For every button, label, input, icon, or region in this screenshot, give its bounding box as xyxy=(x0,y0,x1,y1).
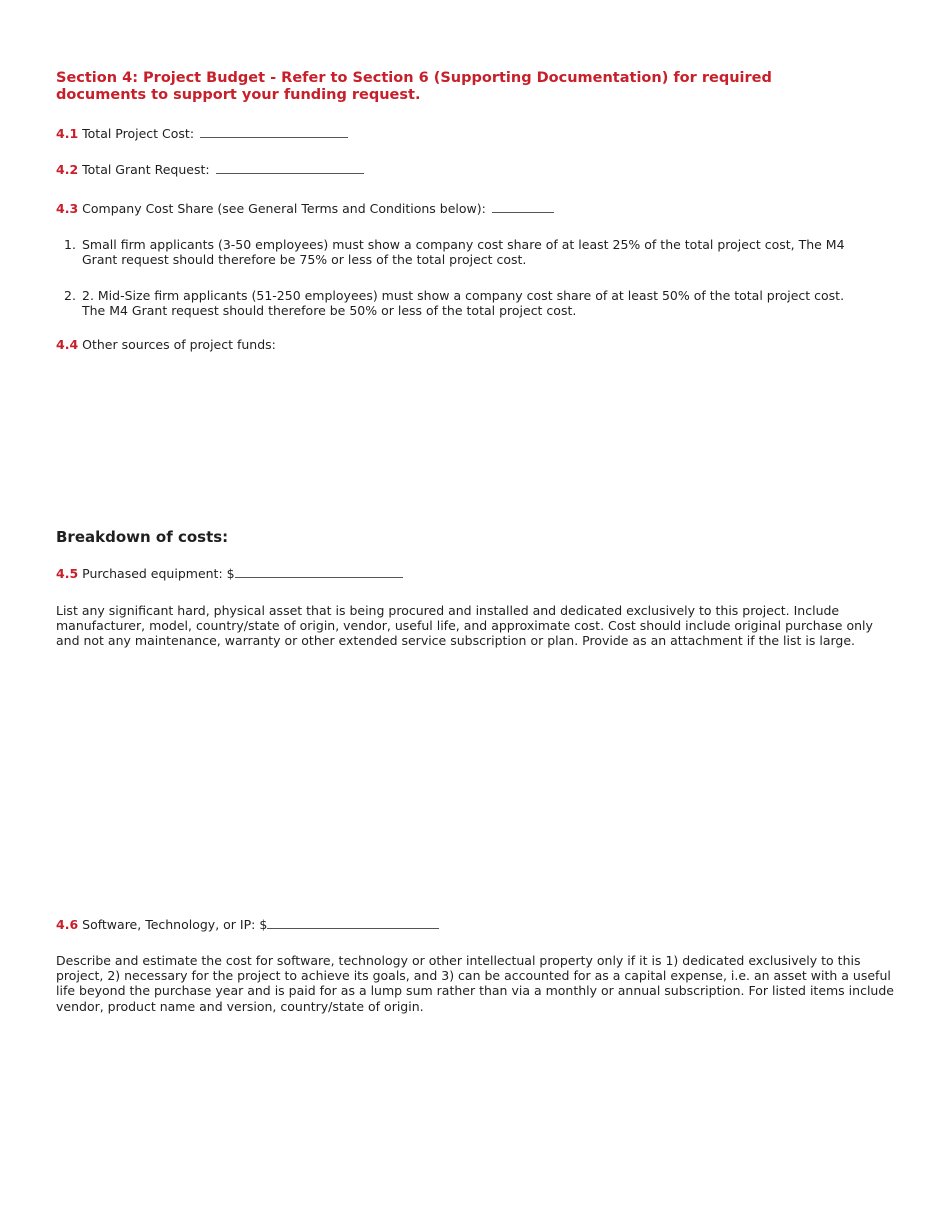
company-cost-share-input[interactable] xyxy=(492,201,554,213)
field-other-sources xyxy=(56,337,276,352)
software-cost-input[interactable] xyxy=(267,917,439,929)
field-company-cost-share xyxy=(56,201,554,216)
list-marker: 2. xyxy=(64,288,76,303)
list-item xyxy=(64,237,864,267)
total-project-cost-input[interactable] xyxy=(200,126,348,138)
field-software-technology-ip xyxy=(56,917,439,932)
list-item-text: Small firm applicants (3-50 employees) must show a company cost share of at least 25% of the total project cost, The M4 Grant request should therefore be 75% or less of the total project cost. xyxy=(82,237,845,267)
field-number: 4.6 xyxy=(56,917,79,932)
field-number: 4.4 xyxy=(56,337,79,352)
field-number: 4.1 xyxy=(56,126,79,141)
software-response-area[interactable] xyxy=(56,1025,896,1205)
other-sources-response-area[interactable] xyxy=(56,358,896,508)
field-total-grant-request xyxy=(56,162,364,177)
field-number: 4.2 xyxy=(56,162,79,177)
field-label: Other sources of project funds: xyxy=(82,337,276,352)
equipment-description: List any significant hard, physical asset that is being procured and installed and dedicated exclusively to this project. Include manufacturer, model, country/state of origin, vendor, useful life, and approximate cost. Cost should include original purchase only and not any maintenance, warranty or other extended service subscription or plan. Provide as an attachment if the list is large. xyxy=(56,603,873,649)
field-purchased-equipment xyxy=(56,566,403,581)
section-title: Section 4: Project Budget - Refer to Section 6 (Supporting Documentation) for required documents to support your funding request. xyxy=(56,70,772,103)
field-label: Purchased equipment: $ xyxy=(82,566,235,581)
field-total-project-cost xyxy=(56,126,348,141)
cost-share-rules-list xyxy=(64,237,864,267)
purchased-equipment-input[interactable] xyxy=(235,566,403,578)
breakdown-heading: Breakdown of costs: xyxy=(56,528,229,546)
software-description: Describe and estimate the cost for software, technology or other intellectual property only if it is 1) dedicated exclusively to this project, 2) necessary for the project to achieve its goals, and 3) can be accounted for as a capital expense, i.e. an asset with a useful life beyond the purchase year and is paid for as a lump sum rather than via a monthly or annual subscription. For listed items include vendor, product name and version, country/state of origin. xyxy=(56,953,894,1014)
equipment-response-area[interactable] xyxy=(56,660,896,900)
list-item-text: 2. Mid-Size firm applicants (51-250 employees) must show a company cost share of at least 50% of the total project cost. The M4 Grant request should therefore be 50% or less of the total project cost. xyxy=(82,288,845,318)
field-label: Total Grant Request: xyxy=(82,162,210,177)
total-grant-request-input[interactable] xyxy=(216,162,364,174)
list-marker: 1. xyxy=(64,237,76,252)
list-item xyxy=(64,288,864,318)
field-number: 4.3 xyxy=(56,201,79,216)
field-label: Company Cost Share (see General Terms and Conditions below): xyxy=(82,201,486,216)
field-label: Software, Technology, or IP: $ xyxy=(82,917,268,932)
field-number: 4.5 xyxy=(56,566,79,581)
field-label: Total Project Cost: xyxy=(82,126,195,141)
cost-share-rules-list-2 xyxy=(64,288,864,318)
